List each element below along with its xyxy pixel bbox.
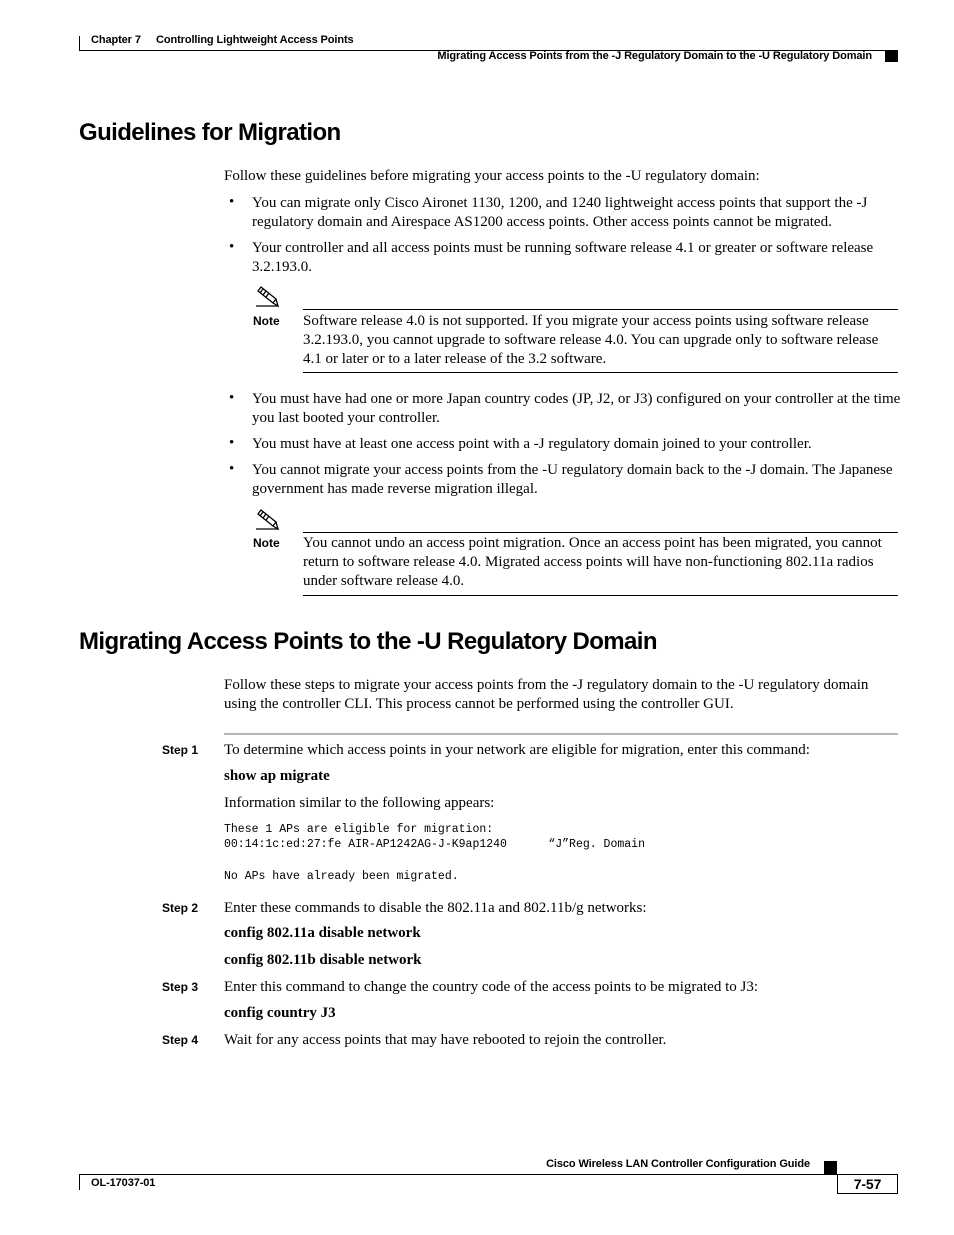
- note-top-rule: [303, 532, 898, 533]
- procedure-top-rule: [224, 733, 898, 735]
- bullet-dot: •: [229, 390, 235, 406]
- note-bottom-rule: [303, 372, 898, 373]
- note-bottom-rule: [303, 595, 898, 596]
- guidelines-intro: Follow these guidelines before migrating your access points to the -U regulatory domain:: [224, 168, 760, 184]
- step-label: Step 2: [162, 901, 199, 915]
- footer-guide-title: Cisco Wireless LAN Controller Configuration Guide: [546, 1158, 810, 1170]
- step-text: Enter these commands to disable the 802.11a and 802.11b/g networks:: [224, 900, 647, 916]
- bullet-dot: •: [229, 239, 235, 255]
- step-text: Wait for any access points that may have rebooted to rejoin the controller.: [224, 1032, 667, 1048]
- header-section-title: Migrating Access Points from the -J Regulatory Domain to the -U Regulatory Domain: [437, 50, 872, 62]
- note-label: Note: [253, 314, 280, 328]
- step-text: To determine which access points in your network are eligible for migration, enter this command:: [224, 742, 810, 758]
- note-text: Software release 4.0 is not supported. If you migrate your access points using software release 3.2.193.0, you cannot upgrade to software release 4.0. You can upgrade only to software release 4.1 or later or to a later release of the 3.2 software.: [303, 313, 879, 367]
- note-text: You cannot undo an access point migration. Once an access point has been migrated, you cannot return to software release 4.0. Migrated access points will have non-functioning 802.11a radios under software release 4.0.: [303, 535, 882, 589]
- step-text: Enter this command to change the country code of the access points to be migrated to J3:: [224, 979, 759, 995]
- code-line: 00:14:1c:ed:27:fe AIR-AP1242AG-J-K9ap1240 “J”Reg. Domain: [224, 838, 645, 851]
- footer-rule: [79, 1174, 898, 1175]
- note-label: Note: [253, 536, 280, 550]
- command-text: config country J3: [224, 1005, 336, 1021]
- footer-left-tick: [79, 1174, 80, 1190]
- command-text: config 802.11b disable network: [224, 952, 422, 968]
- bullet-dot: •: [229, 194, 235, 210]
- guideline-item: You must have at least one access point with a -J regulatory domain joined to your controller.: [252, 436, 812, 452]
- bullet-dot: •: [229, 461, 235, 477]
- note-top-rule: [303, 309, 898, 310]
- guideline-item: Your controller and all access points must be running software release 4.1 or greater or software release 3.2.193.0.: [252, 240, 874, 275]
- page-number-box: [837, 1175, 898, 1194]
- code-line: These 1 APs are eligible for migration:: [224, 823, 494, 836]
- pencil-note-icon: [254, 508, 280, 532]
- guideline-item: You cannot migrate your access points from the -U regulatory domain back to the -J domain. The Japanese government has made reverse migration illegal.: [252, 462, 893, 497]
- header-chapter: Chapter 7: [91, 34, 141, 46]
- step-label: Step 4: [162, 1033, 199, 1047]
- header-black-tab: [885, 51, 898, 62]
- command-text: config 802.11a disable network: [224, 925, 421, 941]
- step-label: Step 1: [162, 743, 199, 757]
- header-chapter-title: Controlling Lightweight Access Points: [156, 34, 354, 46]
- footer-black-tab: [824, 1161, 837, 1174]
- heading-guidelines: Guidelines for Migration: [79, 119, 341, 146]
- bullet-dot: •: [229, 435, 235, 451]
- step-label: Step 3: [162, 980, 199, 994]
- command-text: show ap migrate: [224, 768, 330, 784]
- guideline-item: You can migrate only Cisco Aironet 1130, 1200, and 1240 lightweight access points that support the -J regulatory domain and Airespace AS1200 access points. Other access points cannot be migrated.: [252, 195, 868, 230]
- guideline-item: You must have had one or more Japan country codes (JP, J2, or J3) configured on your controller at the time you last booted your controller.: [252, 391, 901, 426]
- migrating-intro: Follow these steps to migrate your access points from the -J regulatory domain to the -U regulatory domain using the controller CLI. This process cannot be performed using the controller GUI.: [224, 677, 869, 712]
- step-text: Information similar to the following appears:: [224, 795, 495, 811]
- page-number: 7-57: [853, 1176, 882, 1192]
- footer-doc-number: OL-17037-01: [91, 1177, 156, 1189]
- heading-migrating: Migrating Access Points to the -U Regulatory Domain: [79, 628, 657, 655]
- pencil-note-icon: [254, 285, 280, 309]
- code-line: No APs have already been migrated.: [224, 870, 459, 883]
- header-left-tick: [79, 36, 80, 51]
